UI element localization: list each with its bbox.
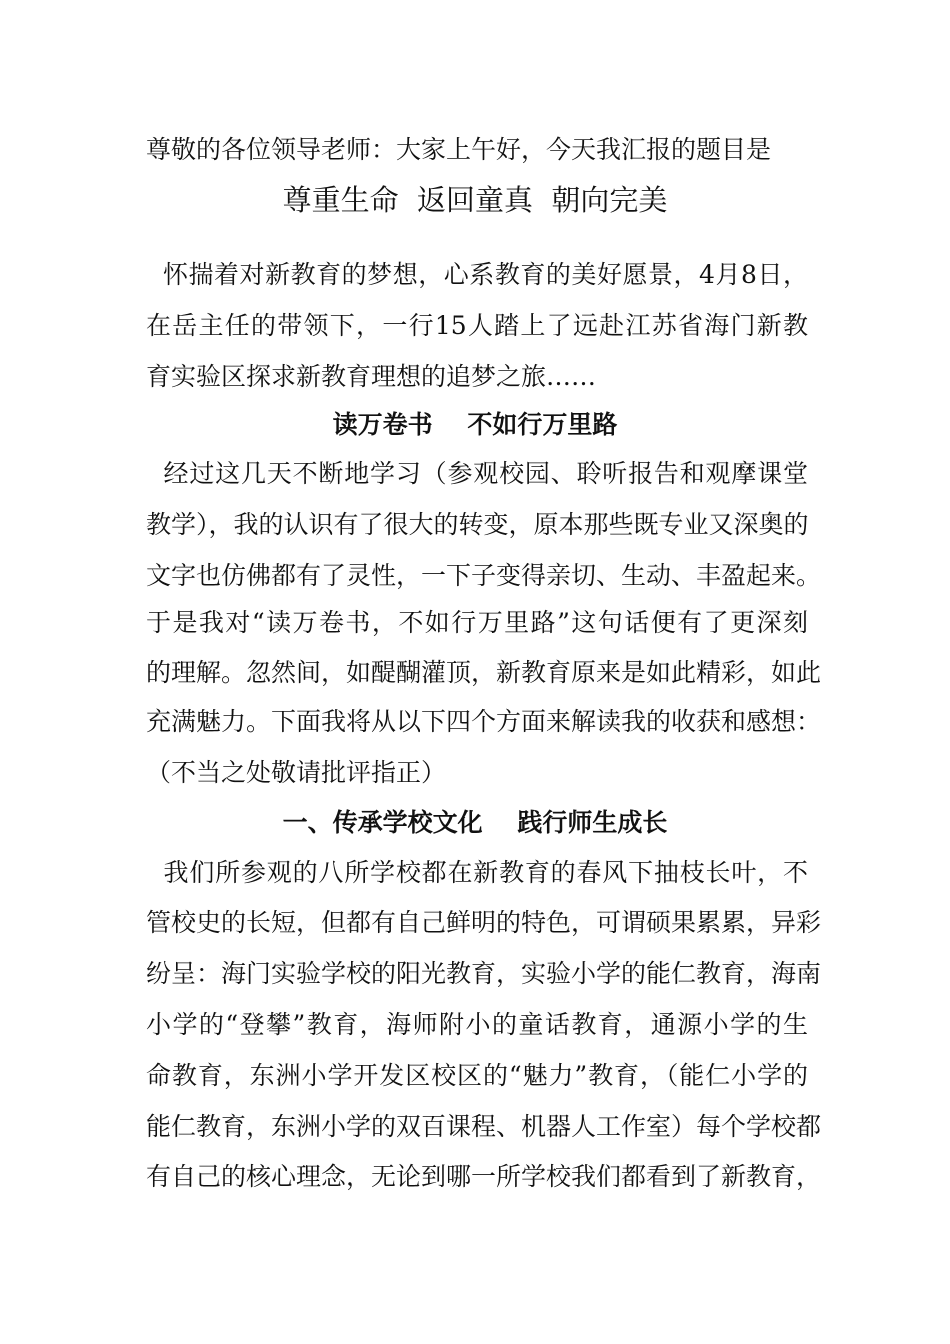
intro-line: 在岳主任的带领下，一行15人踏上了远赴江苏省海门新教 bbox=[146, 311, 808, 340]
page-title: 尊重生命 返回童真 朝向完美 bbox=[282, 183, 668, 217]
paragraph-line: 充满魅力。下面我将从以下四个方面来解读我的收获和感想： bbox=[146, 707, 822, 736]
paragraph-line: 经过这几天不断地学习（参观校园、聆听报告和观摩课堂 bbox=[146, 459, 808, 488]
paragraph-line: 于是我对“读万卷书，不如行万里路”这句话便有了更深刻 bbox=[146, 608, 808, 637]
paragraph-line: 有自己的核心理念，无论到哪一所学校我们都看到了新教育， bbox=[146, 1162, 822, 1191]
intro-line: 怀揣着对新教育的梦想，心系教育的美好愿景，4月8日， bbox=[146, 260, 808, 289]
paragraph-line: 的理解。忽然间，如醍醐灌顶，新教育原来是如此精彩，如此 bbox=[146, 658, 822, 687]
paragraph-line: 文字也仿佛都有了灵性，一下子变得亲切、生动、丰盈起来。 bbox=[146, 561, 822, 590]
paragraph-line: 命教育，东洲小学开发区校区的“魅力”教育，（能仁小学的 bbox=[146, 1061, 808, 1090]
greeting-line: 尊敬的各位领导老师：大家上午好，今天我汇报的题目是 bbox=[146, 135, 772, 164]
paragraph-line: 能仁教育，东洲小学的双百课程、机器人工作室）每个学校都 bbox=[146, 1112, 822, 1141]
paragraph-line: （不当之处敬请批评指正） bbox=[146, 758, 447, 787]
paragraph-line: 纷呈：海门实验学校的阳光教育，实验小学的能仁教育，海南 bbox=[146, 959, 822, 988]
paragraph-line: 我们所参观的八所学校都在新教育的春风下抽枝长叶，不 bbox=[146, 858, 808, 887]
paragraph-line: 教学），我的认识有了很大的转变，原本那些既专业又深奥的 bbox=[146, 510, 809, 539]
section-heading: 读万卷书 不如行万里路 bbox=[332, 410, 618, 439]
intro-line: 育实验区探求新教育理想的追梦之旅…… bbox=[146, 362, 597, 391]
paragraph-line: 小学的“登攀”教育，海师附小的童话教育，通源小学的生 bbox=[146, 1010, 808, 1039]
section-heading: 一、传承学校文化 践行师生成长 bbox=[282, 808, 668, 837]
paragraph-line: 管校史的长短，但都有自己鲜明的特色，可谓硕果累累，异彩 bbox=[146, 908, 822, 937]
